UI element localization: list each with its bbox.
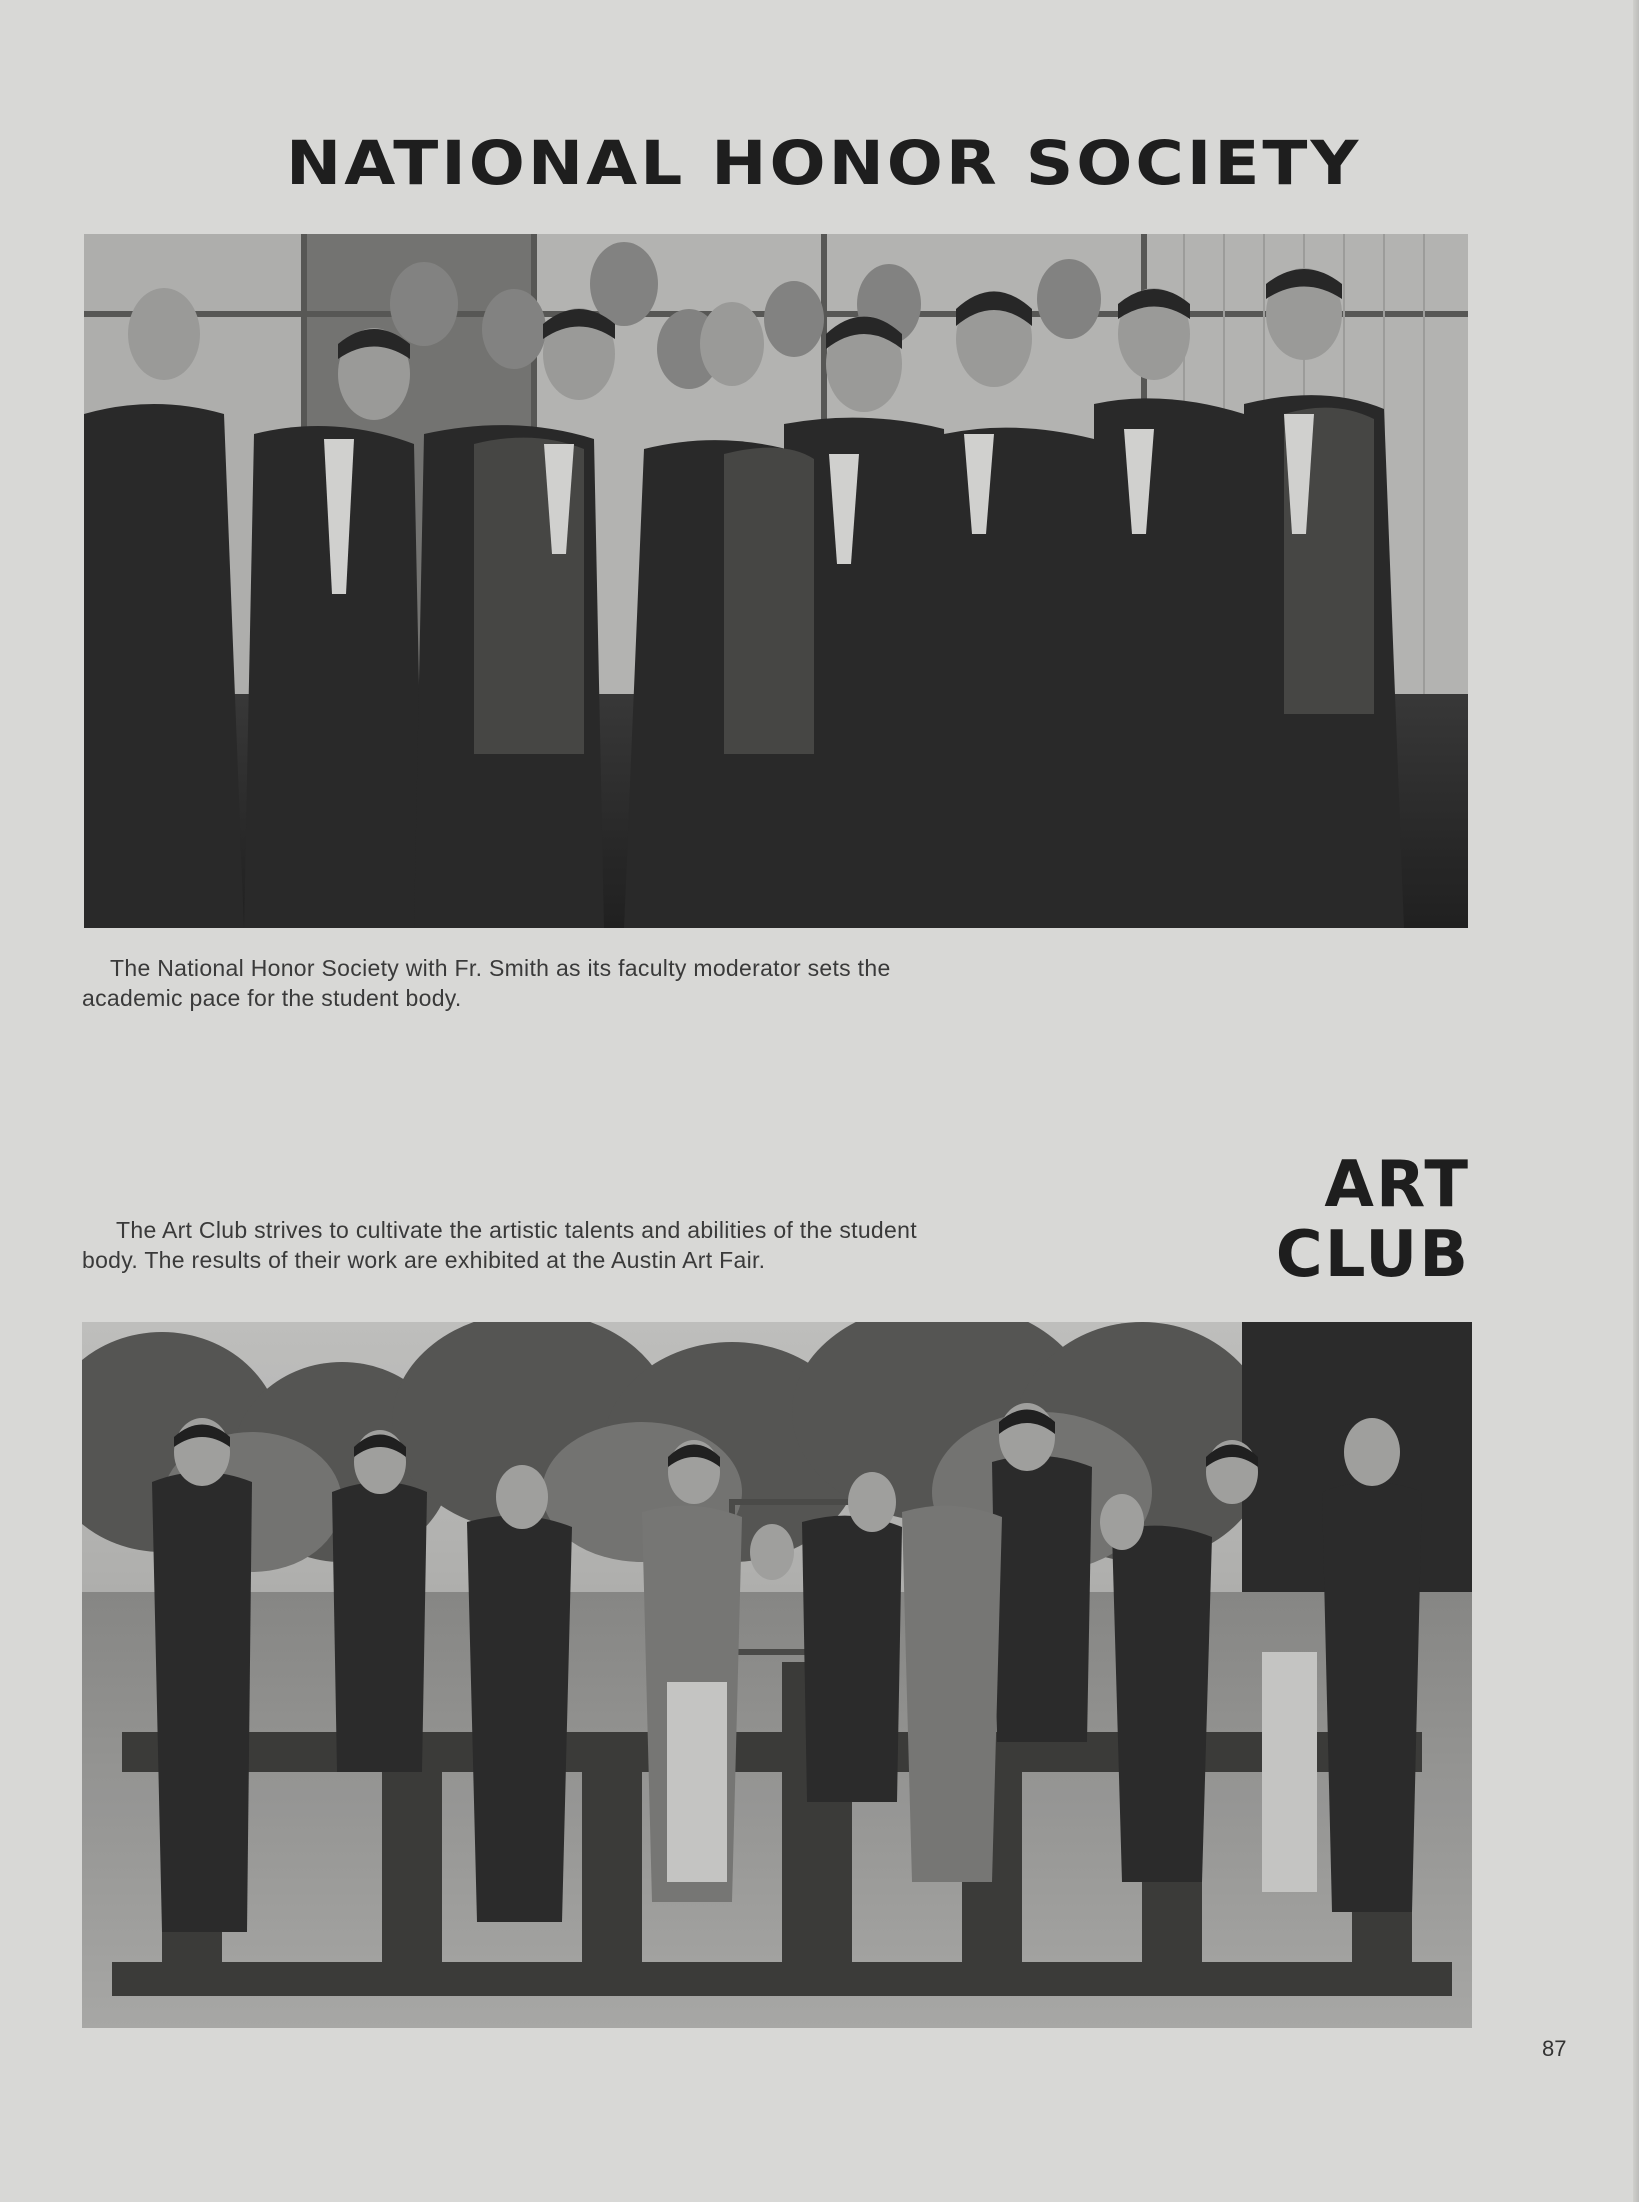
nhs-group-photo	[84, 234, 1468, 928]
page-edge	[1633, 0, 1639, 2202]
art-club-photo-illustration	[82, 1322, 1472, 2028]
art-club-caption	[82, 1215, 1082, 1275]
nhs-photo-illustration	[84, 234, 1468, 928]
nhs-caption-line-2: academic pace for the student body.	[82, 985, 462, 1011]
art-club-heading	[1230, 1150, 1470, 1290]
nhs-caption-line-1: The National Honor Society with Fr. Smith as its faculty moderator sets the	[110, 955, 891, 981]
art-club-group-photo	[82, 1322, 1472, 2028]
nhs-caption	[82, 953, 1082, 1013]
art-club-heading-line-1: ART	[1324, 1148, 1470, 1222]
page-number: 87	[1542, 2036, 1567, 2061]
nhs-heading: NATIONAL HONOR SOCIETY	[286, 128, 1362, 199]
art-club-heading-line-2: CLUB	[1275, 1218, 1470, 1292]
art-club-caption-line-1: The Art Club strives to cultivate the artistic talents and abilities of the student	[116, 1217, 917, 1243]
art-club-caption-line-2: body. The results of their work are exhibited at the Austin Art Fair.	[82, 1247, 766, 1273]
